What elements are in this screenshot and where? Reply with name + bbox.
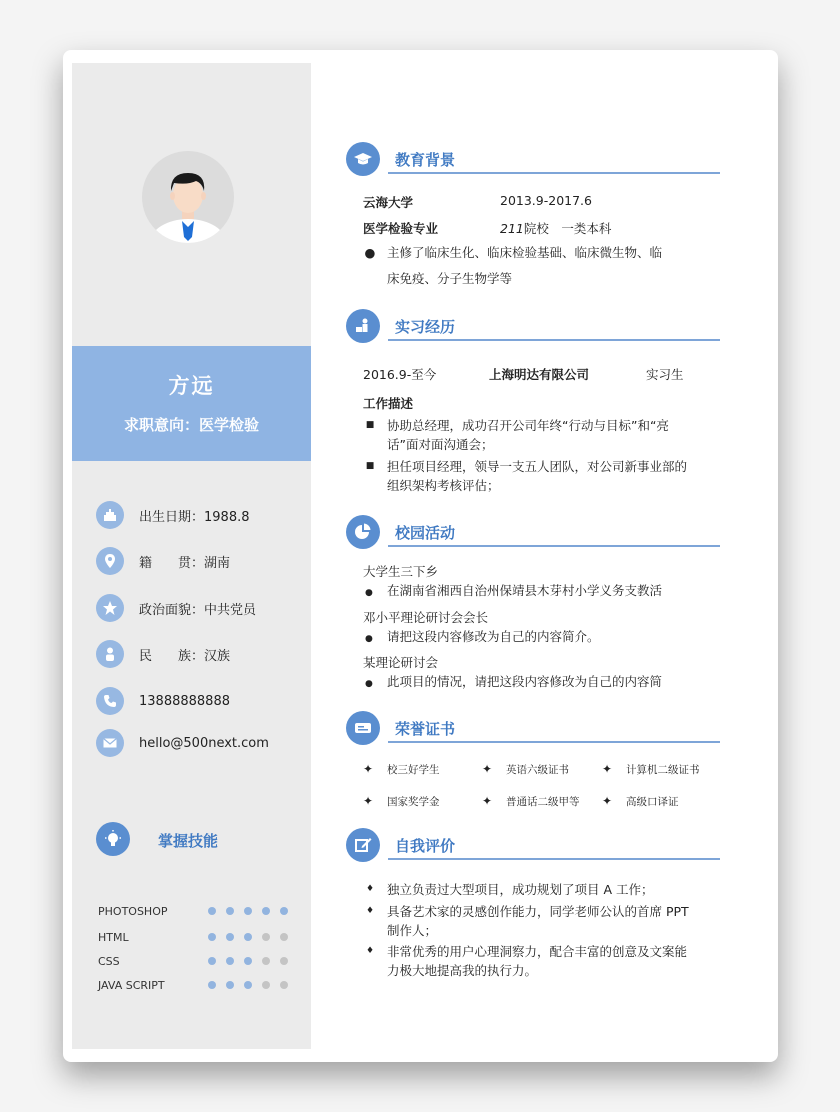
skill-dot-filled bbox=[208, 957, 216, 965]
skill-level-dots bbox=[208, 957, 288, 965]
location-icon bbox=[96, 547, 124, 575]
honor-item bbox=[363, 762, 440, 777]
info-origin bbox=[96, 546, 230, 576]
eval-item-1 bbox=[363, 880, 695, 899]
work-item-1-text: 协助总经理，成功召开公司年终“行动与目标”和“亮话”面对面沟通会； bbox=[387, 418, 669, 452]
pie-chart-icon bbox=[346, 515, 380, 549]
skill-dot-filled bbox=[244, 981, 252, 989]
skill-row bbox=[98, 953, 288, 969]
section-divider bbox=[388, 339, 720, 341]
section-divider bbox=[388, 172, 720, 174]
sparkle-icon: ✦ bbox=[482, 762, 493, 776]
skill-dot-filled bbox=[280, 907, 288, 915]
honor-text: 计算机二级证书 bbox=[626, 764, 700, 776]
eval-item-2 bbox=[363, 902, 695, 940]
honor-item bbox=[482, 762, 569, 777]
mail-icon bbox=[96, 729, 124, 757]
bullet-dot: ● bbox=[364, 245, 376, 260]
work-item-1 bbox=[363, 416, 695, 454]
sparkle-icon: ✦ bbox=[482, 794, 493, 808]
info-ethnicity bbox=[96, 639, 230, 669]
drop-bullet-icon: ♦ bbox=[365, 884, 375, 894]
resume-page bbox=[63, 50, 778, 1062]
avatar bbox=[142, 151, 234, 243]
sparkle-icon: ✦ bbox=[602, 762, 613, 776]
skill-dot-filled bbox=[226, 933, 234, 941]
eval-item-2-text: 具备艺术家的灵感创作能力，同学老师公认的首席 PPT 制作人； bbox=[387, 904, 689, 938]
info-politics-text: 政治面貌：中共党员 bbox=[139, 602, 257, 618]
internship-header bbox=[346, 309, 722, 345]
education-period: 2013.9-2017.6 bbox=[500, 193, 592, 208]
info-email bbox=[96, 728, 269, 758]
skill-dot-filled bbox=[208, 933, 216, 941]
honors-header bbox=[346, 711, 722, 747]
courses-line-2: 床免疫、分子生物学等 bbox=[387, 271, 513, 286]
info-phone bbox=[96, 686, 230, 716]
courses-line-1: 主修了临床生化、临床检验基础、临床微生物、临 bbox=[387, 245, 663, 260]
work-item-2-text: 担任项目经理，领导一支五人团队，对公司新事业部的组织架构考核评估； bbox=[387, 459, 688, 493]
honor-item bbox=[602, 794, 679, 809]
internship-period: 2016.9-至今 bbox=[363, 367, 437, 382]
person-icon bbox=[96, 640, 124, 668]
honor-text: 国家奖学金 bbox=[387, 796, 440, 808]
activity-3-detail: ● 此项目的情况，请把这段内容修改为自己的内容简 bbox=[365, 674, 663, 689]
info-phone-text: 13888888888 bbox=[139, 693, 230, 709]
honor-item bbox=[602, 762, 700, 777]
graduation-cap-icon bbox=[346, 142, 380, 176]
section-divider bbox=[388, 545, 720, 547]
drop-bullet-icon: ♦ bbox=[365, 946, 375, 956]
info-birth-text: 出生日期：1988.8 bbox=[139, 509, 250, 525]
honor-text: 英语六级证书 bbox=[506, 764, 569, 776]
section-divider bbox=[388, 858, 720, 860]
skill-dot-empty bbox=[262, 957, 270, 965]
skill-dot-empty bbox=[262, 981, 270, 989]
activity-3-name: 某理论研讨会 bbox=[363, 655, 439, 670]
star-icon bbox=[96, 594, 124, 622]
skill-row bbox=[98, 903, 288, 919]
sparkle-icon: ✦ bbox=[363, 794, 374, 808]
skill-dot-empty bbox=[280, 933, 288, 941]
info-origin-text: 籍 贯：湖南 bbox=[139, 555, 231, 571]
activity-2-name: 邓小平理论研讨会会长 bbox=[363, 610, 489, 625]
person-avatar-icon bbox=[142, 151, 234, 243]
skill-dot-filled bbox=[262, 907, 270, 915]
skill-dot-empty bbox=[280, 957, 288, 965]
activity-1-detail: ● 在湖南省湘西自治州保靖县木芽村小学义务支教活 bbox=[365, 583, 663, 598]
courses bbox=[363, 240, 693, 292]
honor-item bbox=[363, 794, 440, 809]
candidate-name: 方远 bbox=[168, 374, 215, 398]
honors-title: 荣誉证书 bbox=[395, 720, 456, 738]
education-header bbox=[346, 142, 722, 178]
campus-header bbox=[346, 515, 722, 551]
eval-item-1-text: 独立负责过大型项目，成功规划了项目 A 工作； bbox=[387, 882, 654, 897]
skill-dot-filled bbox=[244, 957, 252, 965]
skill-dot-empty bbox=[280, 981, 288, 989]
bullet-square: ■ bbox=[365, 461, 375, 471]
skill-dot-filled bbox=[244, 907, 252, 915]
sidebar bbox=[72, 63, 311, 1049]
phone-icon bbox=[96, 687, 124, 715]
skill-dot-filled bbox=[226, 957, 234, 965]
skill-level-dots bbox=[208, 981, 288, 989]
skill-name: PHOTOSHOP bbox=[98, 904, 168, 918]
school-name: 云海大学 bbox=[363, 195, 414, 210]
honor-text: 普通话二级甲等 bbox=[506, 796, 580, 808]
internship-title: 实习经历 bbox=[395, 318, 456, 336]
job-intent: 求职意向：医学检验 bbox=[123, 416, 259, 434]
honor-text: 高级口译证 bbox=[626, 796, 679, 808]
info-birth bbox=[96, 500, 250, 530]
sparkle-icon: ✦ bbox=[602, 794, 613, 808]
skills-title: 掌握技能 bbox=[158, 832, 219, 850]
info-email-text: hello@500next.com bbox=[139, 735, 269, 751]
company-name: 上海明达有限公司 bbox=[489, 367, 590, 382]
bullet-square: ■ bbox=[365, 420, 375, 430]
skill-dot-filled bbox=[208, 981, 216, 989]
activity-1-detail-text: 在湖南省湘西自治州保靖县木芽村小学义务支教活 bbox=[387, 583, 663, 598]
section-divider bbox=[388, 741, 720, 743]
skill-dot-filled bbox=[244, 933, 252, 941]
skill-level-dots bbox=[208, 907, 288, 915]
skill-name: HTML bbox=[98, 930, 129, 944]
campus-title: 校园活动 bbox=[395, 524, 456, 542]
cake-icon bbox=[96, 501, 124, 529]
edit-icon bbox=[346, 828, 380, 862]
school-level-text: 院校 一类本科 bbox=[523, 221, 612, 236]
briefcase-person-icon bbox=[346, 309, 380, 343]
skill-dot-filled bbox=[226, 981, 234, 989]
activity-3-detail-text: 此项目的情况，请把这段内容修改为自己的内容简 bbox=[387, 674, 663, 689]
internship-role: 实习生 bbox=[646, 367, 684, 382]
school-level bbox=[500, 219, 611, 237]
certificate-icon bbox=[346, 711, 380, 745]
education-title: 教育背景 bbox=[395, 151, 456, 169]
self-eval-header bbox=[346, 828, 722, 864]
work-item-2 bbox=[363, 457, 695, 495]
honor-text: 校三好学生 bbox=[387, 764, 440, 776]
name-box bbox=[72, 346, 311, 461]
drop-bullet-icon: ♦ bbox=[365, 906, 375, 916]
activity-1-name: 大学生三下乡 bbox=[363, 564, 439, 579]
school-level-num: 211 bbox=[500, 221, 524, 236]
main-content bbox=[346, 50, 746, 1062]
self-eval-title: 自我评价 bbox=[395, 837, 456, 855]
eval-item-3-text: 非常优秀的用户心理洞察力，配合丰富的创意及文案能力极大地提高我的执行力。 bbox=[387, 944, 688, 978]
skill-dot-filled bbox=[208, 907, 216, 915]
info-politics bbox=[96, 593, 256, 623]
skill-name: JAVA SCRIPT bbox=[98, 978, 165, 992]
work-desc-title: 工作描述 bbox=[363, 396, 414, 411]
activity-2-detail-text: 请把这段内容修改为自己的内容简介。 bbox=[387, 629, 600, 644]
skill-row bbox=[98, 977, 288, 993]
skill-name: CSS bbox=[98, 954, 120, 968]
eval-item-3 bbox=[363, 942, 695, 980]
skill-dot-filled bbox=[226, 907, 234, 915]
skill-row bbox=[98, 929, 288, 945]
major: 医学检验专业 bbox=[363, 221, 439, 236]
lightbulb-icon bbox=[96, 822, 130, 856]
skill-level-dots bbox=[208, 933, 288, 941]
info-ethnicity-text: 民 族：汉族 bbox=[139, 648, 231, 664]
sparkle-icon: ✦ bbox=[363, 762, 374, 776]
activity-2-detail: ● 请把这段内容修改为自己的内容简介。 bbox=[365, 629, 600, 644]
honor-item bbox=[482, 794, 580, 809]
skill-dot-empty bbox=[262, 933, 270, 941]
